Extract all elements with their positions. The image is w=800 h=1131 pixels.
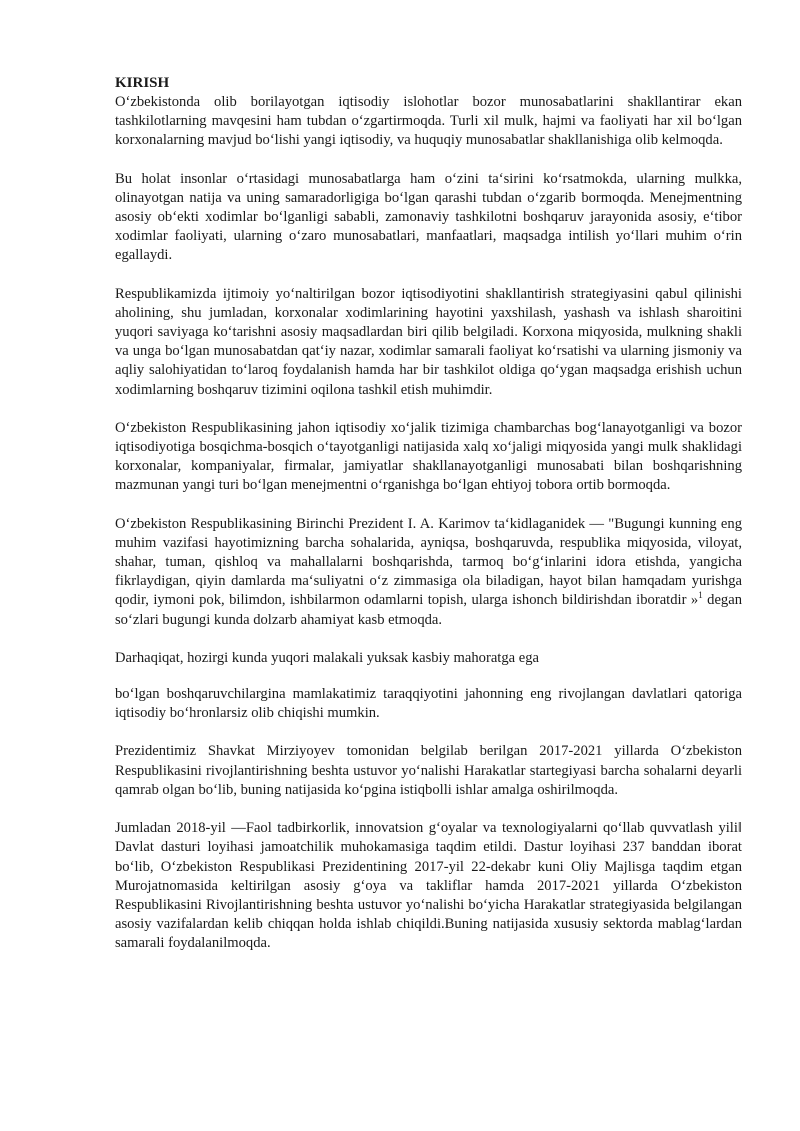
quote-tail: degan so‘zlari bugungi kunda dolzarb ahamiyat kasb etmoqda. (115, 592, 743, 628)
quote-text: O‘zbekiston Respublikasining Birinchi Prezident I. A. Karimov ta‘kidlaganidek — "Bugungi kunning eng muhim vazifasi hayotimizning barcha sohalarida, ayniqsa, boshqaruvda, respublika miqyosida, viloyat, shahar, tuman, qishloq va mahallalarni boshqarishda, tarmoq bo‘g‘inlarini idora etishda, yangicha fikrlaydigan, qiyin damlarda ma‘suliyatni o‘z zimmasiga ola biladigan, hayot bilan hamqadam yurishga qodir, iymoni pok, bilimdon, ishbilarmon odamlarni topish, ularga ishonch bildirishdan iboratdir » (115, 515, 742, 609)
paragraph-6: Darhaqiqat, hozirgi kunda yuqori malakali yuksak kasbiy mahoratga ega (115, 649, 540, 666)
paragraph-8: Prezidentimiz Shavkat Mirziyoyev tomonidan belgilab berilgan 2017-2021 yillarda O‘zbekiston Respublikasini rivojlantirishning beshta ustuvor yo‘nalishi Harakatlar startegiyasi barcha sohalarni deyarli qamrab olgan bo‘lib, buning natijasida ko‘pgina istiqbolli ishlar amalga oshirilmoqda. (115, 743, 742, 798)
paragraph-5 (115, 515, 742, 630)
paragraph-4: O‘zbekiston Respublikasining jahon iqtisodiy xo‘jalik tizimiga chambarchas bog‘lanayotganligi va bozor iqtisodiyotiga bosqichma-bosqich o‘tayotganligi natijasida xalq xo‘jaligi miqyosida yangi mulk shaklidagi korxonalar, kompaniyalar, firmalar, jamiyatlar shakllanayotganligi munosabati bilan boshqarishning mazmunan yangi turi bo‘lgan menejmentni o‘rganishga bo‘lgan ehtiyoj tobora ortib bormoqda. (115, 419, 742, 494)
paragraph-9: Jumladan 2018-yil ―Faol tadbirkorlik, innovatsion g‘oyalar va texnologiyalarni qo‘llab quvvatlash yili‖ Davlat dasturi loyihasi jamoatchilik muhokamasiga taqdim etildi. Dastur loyihasi 237 banddan iborat bo‘lib, O‘zbekiston Respublikasi Prezidentining 2017-yil 22-dekabr kuni Oliy Majlisga taqdim etgan Murojatnomasida keltirilgan asosiy g‘oya va takliflar hamda 2017-2021 yillarda O‘zbekiston Respublikasini Rivojlantirishning beshta ustuvor yo‘nalishi bo‘yicha Harakatlar strategiyasida belgilangan asosiy vazifalardan kelib chiqqan holda ishlab chiqildi.Buning natijasida xususiy sektorda mablag‘lardan samarali foydalanilmoqda. (115, 820, 742, 952)
document-heading: KIRISH (115, 75, 170, 91)
paragraph-7: bo‘lgan boshqaruvchilargina mamlakatimiz taraqqiyotini jahonning eng rivojlangan davlatlari qatoriga iqtisodiy bo‘hronlarsiz olib chiqishi mumkin. (115, 686, 742, 722)
paragraph-2: Bu holat insonlar o‘rtasidagi munosabatlarga ham o‘zini ta‘sirini ko‘rsatmokda, ularning mulkka, olinayotgan natija va uning samaradorligiga bo‘lgan qarashi tubdan o‘zgarib bormoqda. Menejmentning asosiy ob‘ekti xodimlar bo‘lganligi sababli, zamonaviy tashkilotni boshqaruv jarayonida asosiy, e‘tibor xodimlar faoliyati, ularning o‘zaro munosabatlari, manfaatlari, maqsadga intilish yo‘llari muhim o‘rin egallaydi. (115, 170, 742, 264)
paragraph-1: O‘zbekistonda olib borilayotgan iqtisodiy islohotlar bozor munosabatlarini shakllantirar ekan tashkilotlarning mavqesini ham tubdan o‘zgartirmoqda. Turli xil mulk, hajmi va faoliyati har xil bo‘lgan korxonalarning mavjud bo‘lishi yangi iqtisodiy, va huquqiy munosabatlar shakllanishiga olib kelmoqda. (115, 94, 742, 149)
footnote-marker: 1 (698, 590, 703, 601)
document-page (115, 74, 742, 973)
paragraph-3: Respublikamizda ijtimoiy yo‘naltirilgan bozor iqtisodiyotini shakllantirish strategiyasini qabul qilinishi aholining, shu jumladan, korxonalar xodimlarining hayotini yaxshilash, yashash va ishlash sharoitini yuqori saviyaga ko‘tarishni asosiy maqsadlardan biri qilib belgiladi. Korxona miqyosida, mulkning shakli va unga bo‘lgan munosabatdan qat‘iy nazar, xodimlar samarali faoliyat ko‘rsatishi va ularning jismoniy va aqliy salohiyatidan to‘laroq foydalanish hamda har bir tashkilot oldiga qo‘ygan maqsadga erishish uchun xodimlarning boshqaruv tizimini oqilona tashkil etish muhimdir. (115, 285, 742, 398)
